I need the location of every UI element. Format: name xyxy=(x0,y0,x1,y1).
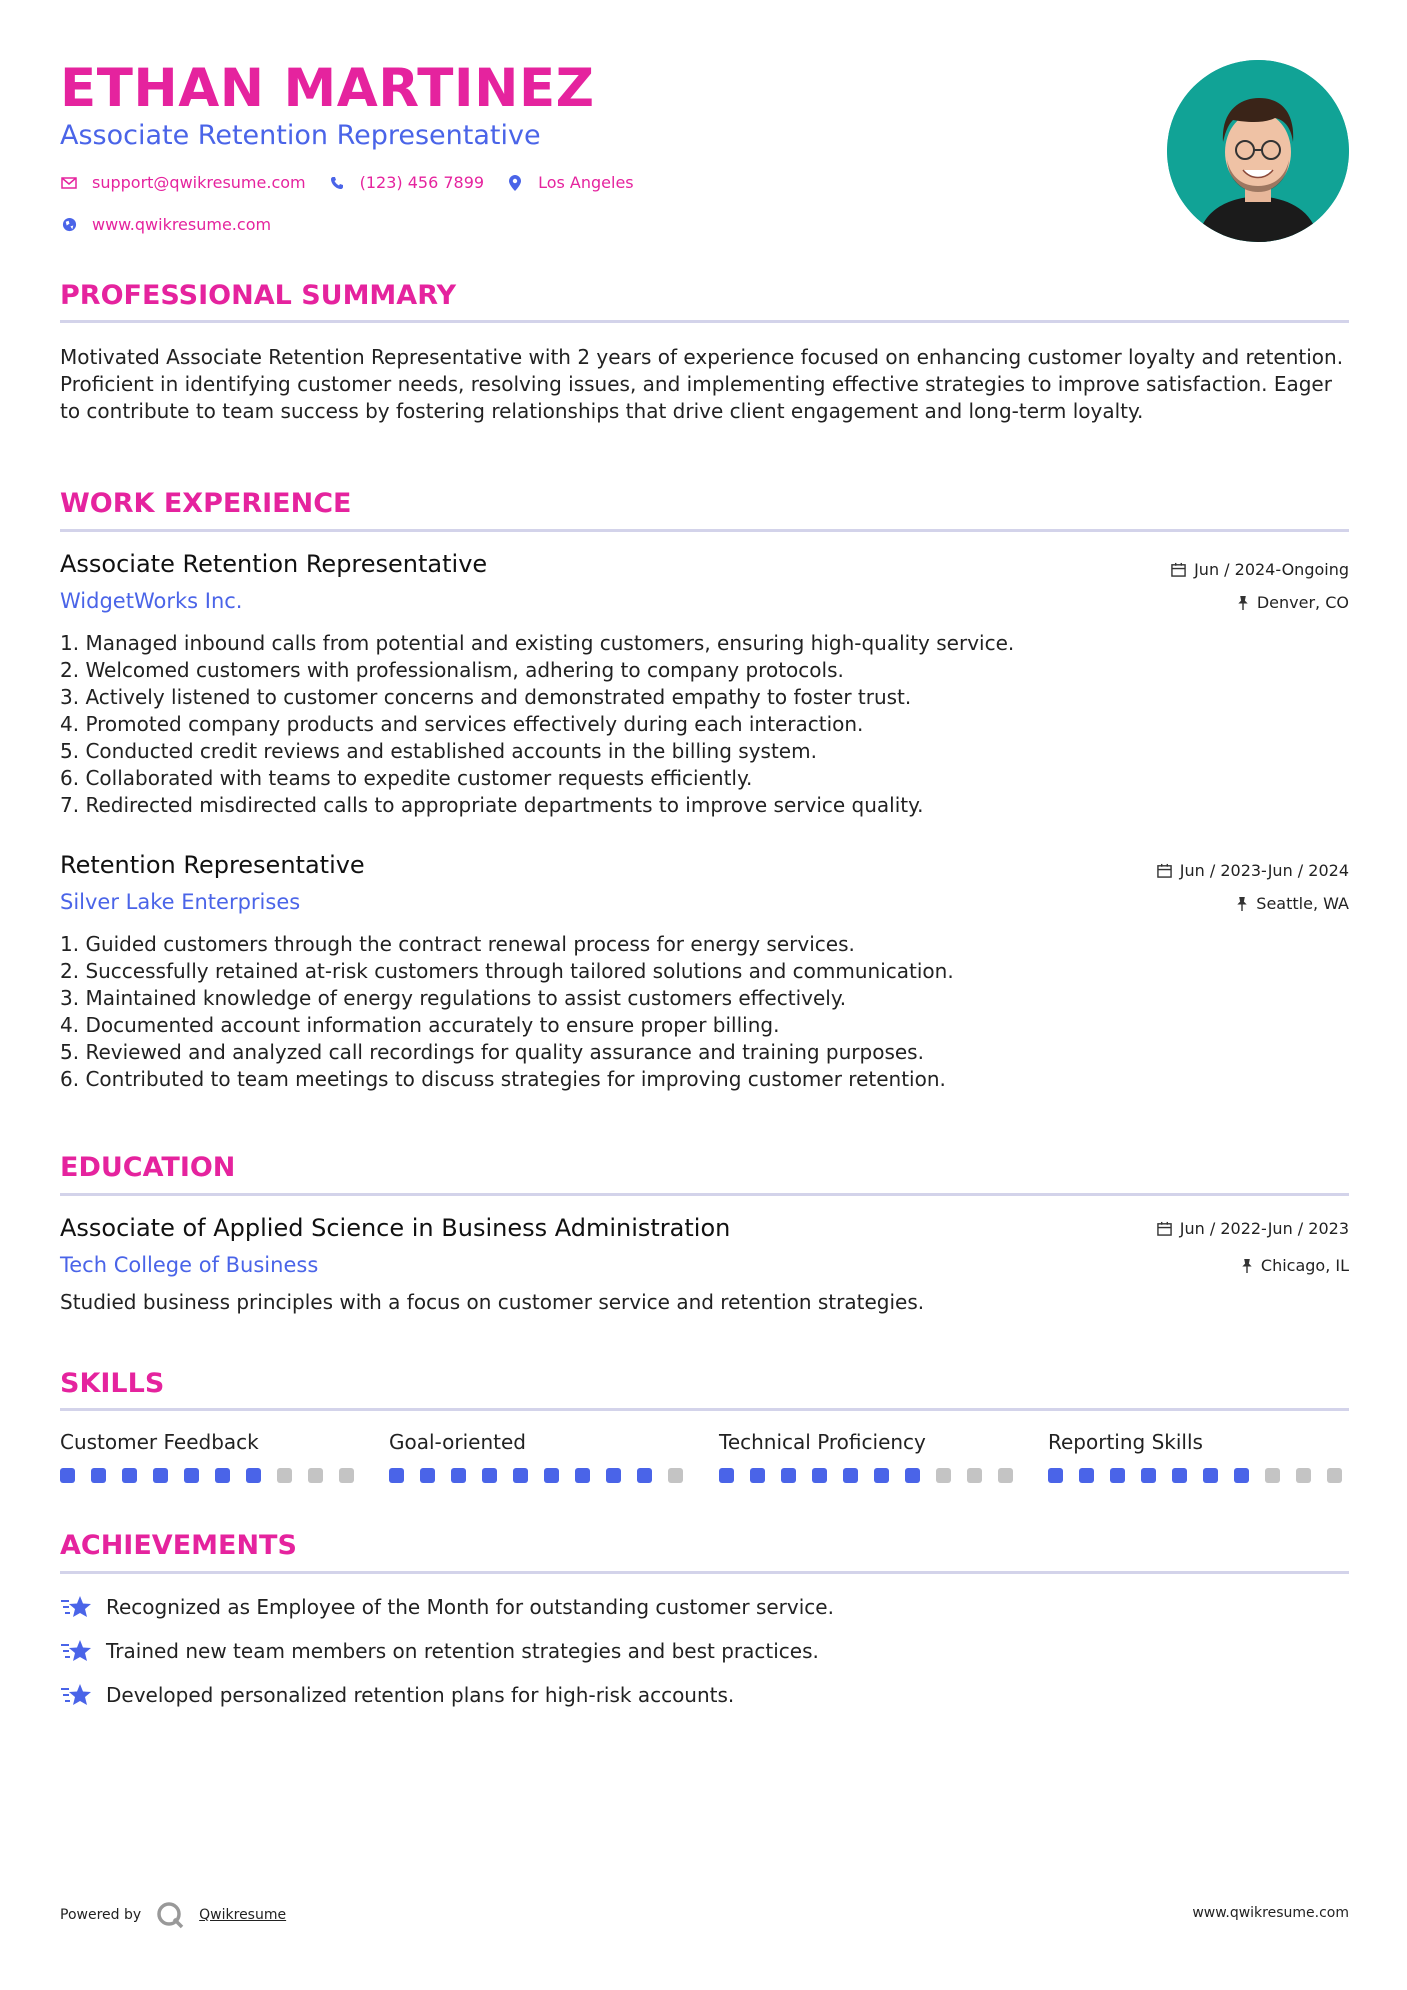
skill-dot-filled xyxy=(482,1468,497,1483)
website-row xyxy=(60,215,293,234)
skill-dot-empty xyxy=(1296,1468,1311,1483)
pushpin-icon xyxy=(1241,1258,1253,1273)
skill-dot-filled xyxy=(1172,1468,1187,1483)
skill-dot-filled xyxy=(215,1468,230,1483)
skill-label-3: Technical Proficiency xyxy=(719,1430,926,1454)
skill-dot-filled xyxy=(812,1468,827,1483)
skill-label-4: Reporting Skills xyxy=(1048,1430,1203,1454)
list-item: 6. Contributed to team meetings to discuss strategies for improving customer retention. xyxy=(60,1067,946,1091)
skill-dot-filled xyxy=(606,1468,621,1483)
achievements-divider xyxy=(60,1571,1349,1574)
skill-dot-filled xyxy=(544,1468,559,1483)
brand-link[interactable]: Qwikresume xyxy=(199,1907,287,1923)
location-text: Los Angeles xyxy=(538,173,634,192)
skill-dot-filled xyxy=(60,1468,75,1483)
skill-dot-empty xyxy=(308,1468,323,1483)
skill-dot-filled xyxy=(246,1468,261,1483)
education-dates xyxy=(1157,1219,1349,1238)
skill-label-2: Goal-oriented xyxy=(389,1430,526,1454)
pushpin-icon xyxy=(1237,595,1249,610)
calendar-icon xyxy=(1171,562,1186,577)
list-item: 4. Promoted company products and services effectively during each interaction. xyxy=(60,712,864,736)
skill-dot-empty xyxy=(998,1468,1013,1483)
skill-dot-empty xyxy=(277,1468,292,1483)
job-location-1 xyxy=(1237,593,1349,612)
skill-dot-filled xyxy=(513,1468,528,1483)
job-location-text-1: Denver, CO xyxy=(1256,593,1349,612)
candidate-title: Associate Retention Representative xyxy=(60,120,541,151)
job-dates-text-1: Jun / 2024-Ongoing xyxy=(1194,560,1349,579)
qwikresume-logo-icon xyxy=(155,1900,185,1930)
calendar-icon xyxy=(1157,1221,1172,1236)
skill-dot-empty xyxy=(668,1468,683,1483)
skills-heading: SKILLS xyxy=(60,1368,165,1399)
star-icon xyxy=(60,1594,92,1620)
company-2: Silver Lake Enterprises xyxy=(60,890,301,914)
skill-dot-filled xyxy=(637,1468,652,1483)
skill-dot-filled xyxy=(1141,1468,1156,1483)
skill-dot-filled xyxy=(420,1468,435,1483)
skill-dot-filled xyxy=(122,1468,137,1483)
contact-row xyxy=(60,173,656,192)
skill-dot-filled xyxy=(1048,1468,1063,1483)
phone-item xyxy=(328,173,484,192)
location-item xyxy=(506,173,634,192)
job-location-2 xyxy=(1236,894,1349,913)
education-description: Studied business principles with a focus on customer service and retention strategies. xyxy=(60,1290,925,1314)
skill-dot-filled xyxy=(1110,1468,1125,1483)
skill-rating-2 xyxy=(389,1468,699,1483)
job-location-text-2: Seattle, WA xyxy=(1256,894,1349,913)
education-location-text: Chicago, IL xyxy=(1260,1256,1349,1275)
skill-dot-filled xyxy=(1234,1468,1249,1483)
pushpin-icon xyxy=(1236,896,1248,911)
skill-dot-filled xyxy=(1203,1468,1218,1483)
degree-title: Associate of Applied Science in Business Administration xyxy=(60,1214,731,1242)
list-item: 1. Guided customers through the contract renewal process for energy services. xyxy=(60,932,855,956)
list-item: 7. Redirected misdirected calls to appropriate departments to improve service quality. xyxy=(60,793,924,817)
job-bullets-2 xyxy=(60,931,954,1093)
summary-text: Motivated Associate Retention Representative with 2 years of experience focused on enhancing customer loyalty and retention. Proficient in identifying customer needs, resolving issues, and implementing effective strategies to improve satisfaction. Eager to contribute to team success by fostering relationships that drive client engagement and long-term loyalty. xyxy=(60,345,1344,423)
phone-icon xyxy=(328,174,346,192)
skill-dot-filled xyxy=(184,1468,199,1483)
list-item: 1. Managed inbound calls from potential and existing customers, ensuring high-quality service. xyxy=(60,631,1015,655)
skill-dot-filled xyxy=(750,1468,765,1483)
education-location xyxy=(1241,1256,1349,1275)
skill-dot-filled xyxy=(781,1468,796,1483)
achievement-text-3: Developed personalized retention plans for high-risk accounts. xyxy=(106,1683,735,1707)
job-dates-2 xyxy=(1157,861,1349,880)
powered-by-label: Powered by xyxy=(60,1907,142,1923)
skill-dot-filled xyxy=(389,1468,404,1483)
job-dates-1 xyxy=(1171,560,1349,579)
list-item: 4. Documented account information accurately to ensure proper billing. xyxy=(60,1013,780,1037)
footer-url[interactable]: www.qwikresume.com xyxy=(1192,1905,1349,1921)
job-dates-text-2: Jun / 2023-Jun / 2024 xyxy=(1179,861,1349,880)
star-icon xyxy=(60,1638,92,1664)
summary-divider xyxy=(60,320,1349,323)
skill-rating-3 xyxy=(719,1468,1029,1483)
list-item: 5. Conducted credit reviews and established accounts in the billing system. xyxy=(60,739,817,763)
profile-photo xyxy=(1167,60,1349,242)
job-bullets-1 xyxy=(60,630,1014,819)
job-title-2: Retention Representative xyxy=(60,851,365,879)
email-item[interactable] xyxy=(60,173,306,192)
skill-dot-filled xyxy=(874,1468,889,1483)
summary-heading: PROFESSIONAL SUMMARY xyxy=(60,280,457,311)
achievement-text-1: Recognized as Employee of the Month for outstanding customer service. xyxy=(106,1595,834,1619)
experience-divider xyxy=(60,529,1349,532)
company-1: WidgetWorks Inc. xyxy=(60,589,243,613)
skill-dot-empty xyxy=(339,1468,354,1483)
phone-text: (123) 456 7899 xyxy=(359,173,485,192)
skill-label-1: Customer Feedback xyxy=(60,1430,259,1454)
skill-dot-filled xyxy=(1079,1468,1094,1483)
list-item: 3. Maintained knowledge of energy regulations to assist customers effectively. xyxy=(60,986,847,1010)
achievement-item-3 xyxy=(60,1682,734,1708)
skill-rating-4 xyxy=(1048,1468,1358,1483)
skill-dot-filled xyxy=(91,1468,106,1483)
star-icon xyxy=(60,1682,92,1708)
achievement-item-2 xyxy=(60,1638,819,1664)
skill-dot-filled xyxy=(843,1468,858,1483)
skill-dot-empty xyxy=(1327,1468,1342,1483)
skill-rating-1 xyxy=(60,1468,370,1483)
list-item: 2. Successfully retained at-risk customers through tailored solutions and communication. xyxy=(60,959,954,983)
experience-heading: WORK EXPERIENCE xyxy=(60,488,352,519)
achievement-item-1 xyxy=(60,1594,834,1620)
email-text[interactable]: support@qwikresume.com xyxy=(92,173,306,192)
skills-divider xyxy=(60,1408,1349,1411)
website-text[interactable]: www.qwikresume.com xyxy=(92,215,272,234)
education-dates-text: Jun / 2022-Jun / 2023 xyxy=(1179,1219,1349,1238)
education-divider xyxy=(60,1193,1349,1196)
education-heading: EDUCATION xyxy=(60,1152,236,1183)
list-item: 5. Reviewed and analyzed call recordings for quality assurance and training purposes. xyxy=(60,1040,924,1064)
map-pin-icon xyxy=(506,174,524,192)
globe-icon xyxy=(60,216,78,234)
skill-dot-filled xyxy=(719,1468,734,1483)
skill-dot-empty xyxy=(1265,1468,1280,1483)
skill-dot-filled xyxy=(575,1468,590,1483)
list-item: 6. Collaborated with teams to expedite customer requests efficiently. xyxy=(60,766,753,790)
achievement-text-2: Trained new team members on retention strategies and best practices. xyxy=(106,1639,819,1663)
skill-dot-filled xyxy=(153,1468,168,1483)
website-item[interactable] xyxy=(60,215,271,234)
footer-powered-by xyxy=(60,1900,286,1930)
school-name: Tech College of Business xyxy=(60,1253,319,1277)
list-item: 3. Actively listened to customer concerns and demonstrated empathy to foster trust. xyxy=(60,685,912,709)
skill-dot-empty xyxy=(967,1468,982,1483)
skill-dot-filled xyxy=(905,1468,920,1483)
calendar-icon xyxy=(1157,863,1172,878)
job-title-1: Associate Retention Representative xyxy=(60,550,488,578)
list-item: 2. Welcomed customers with professionalism, adhering to company protocols. xyxy=(60,658,844,682)
candidate-name: ETHAN MARTINEZ xyxy=(60,58,595,119)
envelope-icon xyxy=(60,174,78,192)
skill-dot-empty xyxy=(936,1468,951,1483)
achievements-heading: ACHIEVEMENTS xyxy=(60,1530,297,1561)
skill-dot-filled xyxy=(451,1468,466,1483)
